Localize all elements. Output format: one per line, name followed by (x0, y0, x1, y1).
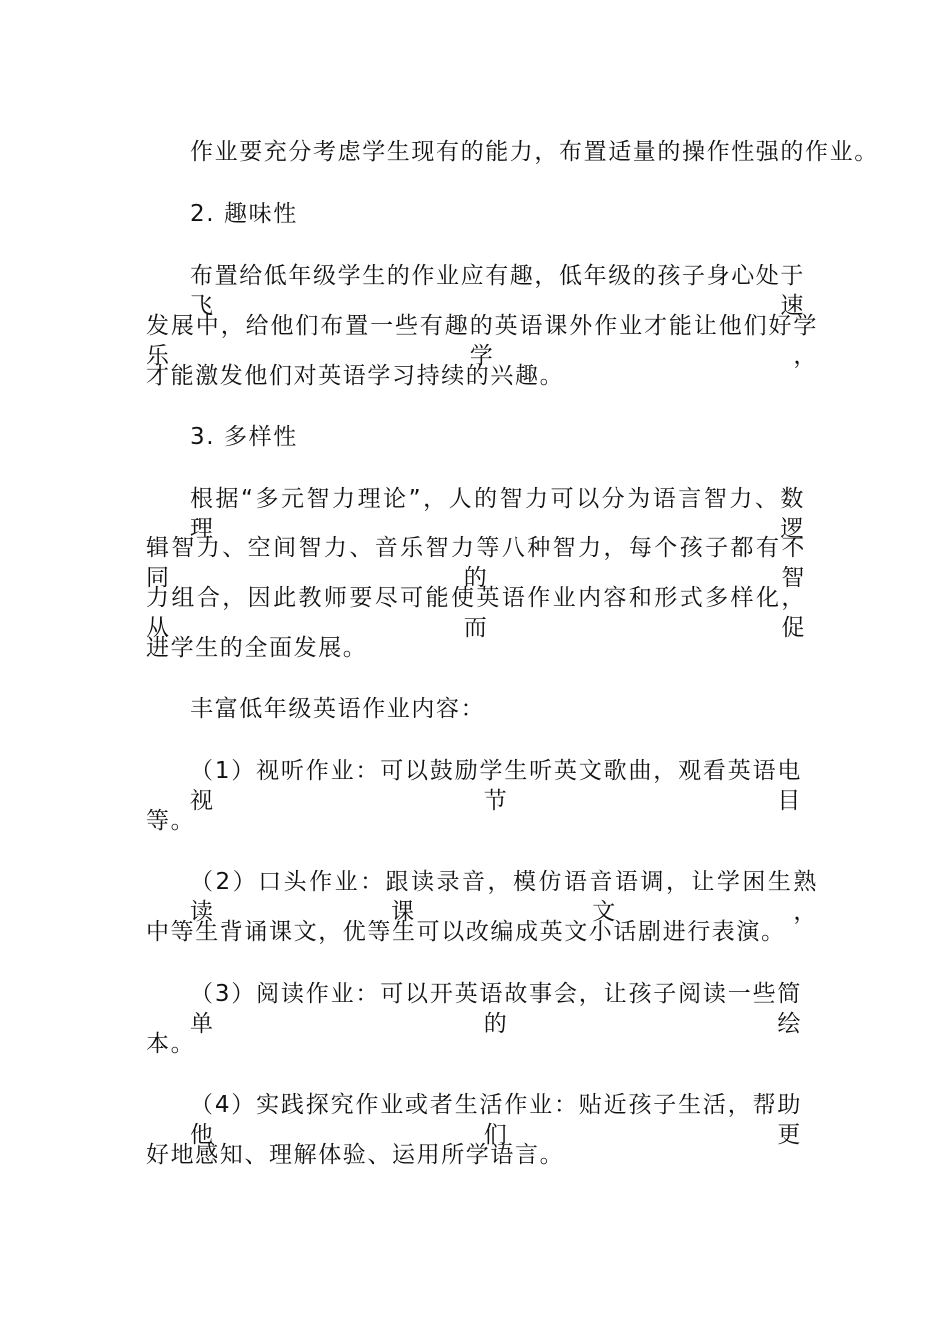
list-item-practice: （4）实践探究作业或者生活作业：贴近孩子生活，帮助他们更 (190, 1092, 802, 1148)
paragraph-line: 辑智力、空间智力、音乐智力等八种智力，每个孩子都有不同的智 (146, 535, 806, 591)
list-item-audiovisual-cont: 等。 (146, 808, 196, 834)
list-item-oral: （2）口头作业：跟读录音，模仿语音语调，让学困生熟读课文， (190, 869, 818, 925)
list-item-practice-cont: 好地感知、理解体验、运用所学语言。 (146, 1142, 565, 1168)
list-item-oral-cont: 中等生背诵课文，优等生可以改编成英文小话剧进行表演。 (146, 919, 786, 945)
paragraph-line: 才能激发他们对英语学习持续的兴趣。 (146, 363, 565, 389)
paragraph-line: 布置给低年级学生的作业应有趣，低年级的孩子身心处于飞速 (190, 263, 805, 319)
paragraph-line: 根据“多元智力理论”，人的智力可以分为语言智力、数理逻 (190, 486, 805, 542)
list-item-reading: （3）阅读作业：可以开英语故事会，让孩子阅读一些简单的绘 (190, 981, 802, 1037)
section-heading-interest: 2. 趣味性 (190, 201, 298, 227)
list-item-audiovisual: （1）视听作业：可以鼓励学生听英文歌曲，观看英语电视节目 (190, 758, 802, 814)
list-item-reading-cont: 本。 (146, 1031, 196, 1057)
paragraph-line: 发展中，给他们布置一些有趣的英语课外作业才能让他们好学乐学， (146, 313, 818, 369)
paragraph-line: 作业要充分考虑学生现有的能力，布置适量的操作性强的作业。 (190, 139, 879, 165)
paragraph-line: 进学生的全面发展。 (146, 635, 368, 661)
section-heading-diversity: 3. 多样性 (190, 424, 298, 450)
list-heading: 丰富低年级英语作业内容： (190, 696, 486, 722)
paragraph-line: 力组合，因此教师要尽可能使英语作业内容和形式多样化，从而促 (146, 585, 806, 641)
